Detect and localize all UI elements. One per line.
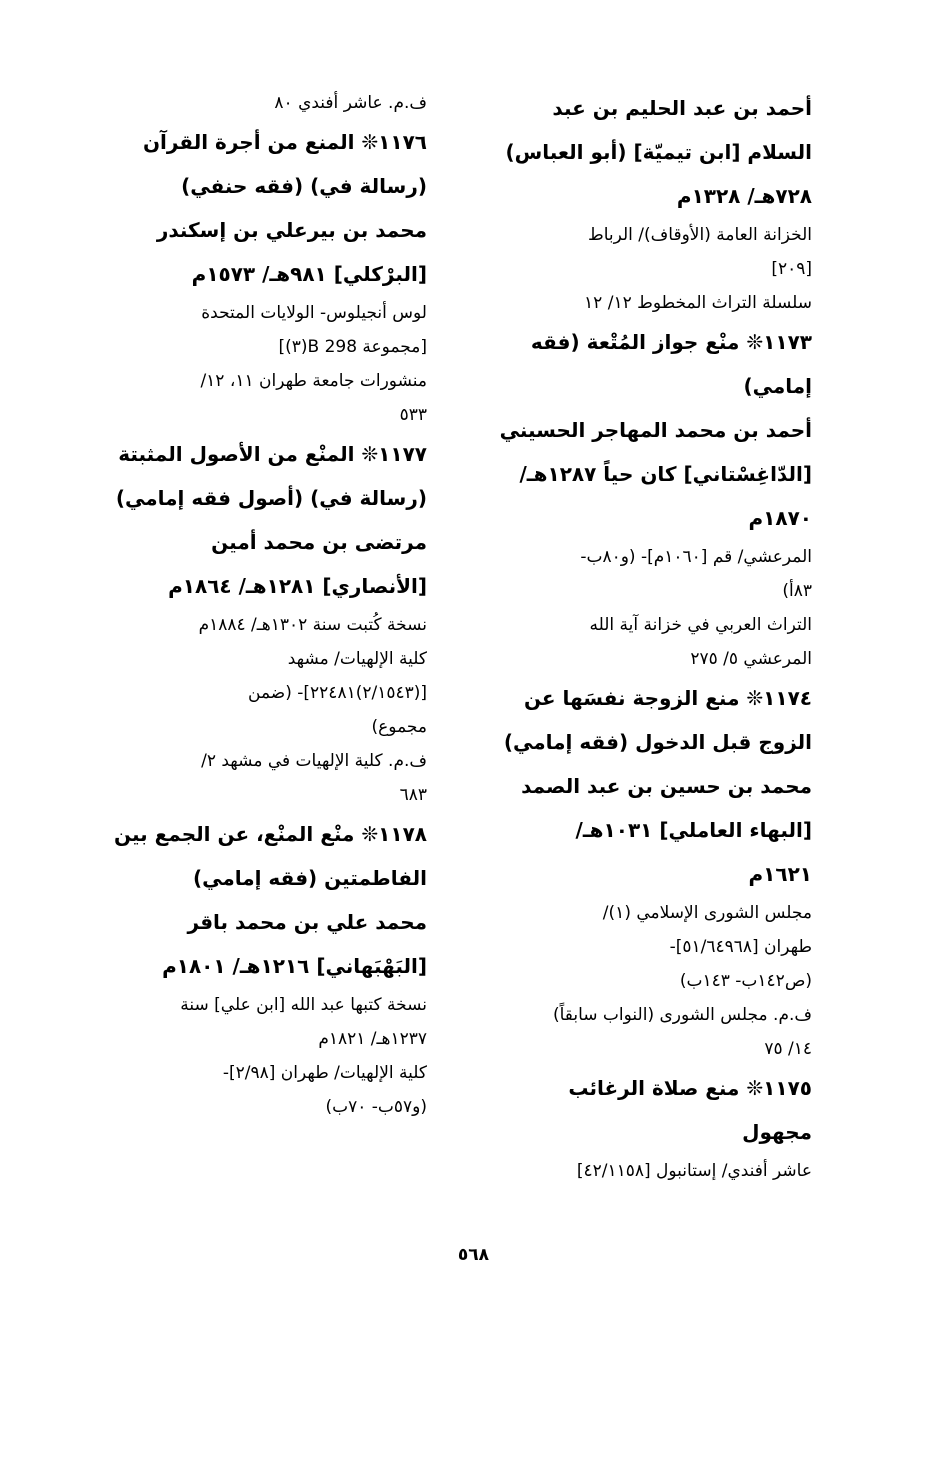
- entry-detail-line: المرعشي ٥/ ٢٧٥: [690, 649, 812, 669]
- entry-detail-line: ف.م. مجلس الشورى (النواب سابقاً): [552, 1005, 812, 1025]
- entry-heading-line: ١١٧٣❊ منْع جواز المُتْعة (فقه: [530, 330, 812, 354]
- entry-heading-line: ١١٧٨❊ منْع المنْع، عن الجمع بين: [114, 822, 427, 846]
- entry-detail-line: ١٤/ ٧٥: [764, 1039, 812, 1059]
- entry-detail-line: ف.م. عاشر أفندي ٨٠: [274, 93, 427, 113]
- entry-detail-line: لوس أنجيلوس- الولايات المتحدة: [201, 303, 427, 323]
- entry-detail-line: ٥٣٣: [399, 405, 427, 425]
- entry-heading-line: ١٦٢١م: [748, 862, 812, 886]
- entry-detail-line: (ص١٤٢ب- ١٤٣ب): [679, 971, 812, 991]
- entry-detail-line: المرعشي/ قم [١٠٦٠م]- (و٨٠ب-: [580, 547, 812, 567]
- entry-heading-line: ١١٧٤❊ منع الزوجة نفسَها عن: [523, 686, 812, 710]
- entry-heading-line: ١٨٧٠م: [748, 506, 812, 530]
- entry-detail-line: نسخة كتبها عبد الله [ابن علي] سنة: [180, 995, 427, 1015]
- entry-detail-line: كلية الإلهيات/ مشهد: [287, 649, 427, 669]
- entry-heading-line: [الأنصاري] ١٢٨١هـ/ ١٨٦٤م: [168, 574, 427, 598]
- entry-heading-line: إمامي): [743, 374, 812, 398]
- entry-heading-line: (رسالة في) (أصول فقه إمامي): [115, 486, 427, 510]
- entry-detail-line: (و٥٧ب- ٧٠ب): [325, 1097, 427, 1117]
- entry-heading-line: أحمد بن محمد المهاجر الحسيني: [499, 418, 812, 442]
- right-column: [477, 86, 812, 1188]
- entry-detail-line: كلية الإلهيات/ طهران [٢/٩٨]-: [222, 1063, 427, 1083]
- entry-detail-line: منشورات جامعة طهران ١١، ١٢/: [200, 371, 427, 391]
- entry-heading-line: [البرْكلي] ٩٨١هـ/ ١٥٧٣م: [191, 262, 427, 286]
- entry-detail-line: نسخة كُتبت سنة ١٣٠٢هـ/ ١٨٨٤م: [198, 615, 427, 635]
- entry-detail-line: ف.م. كلية الإلهيات في مشهد ٢/: [201, 751, 427, 771]
- entry-heading-line: [الدّاغِسْتاني] كان حياً ١٢٨٧هـ/: [519, 462, 812, 486]
- entry-detail-line: مجلس الشورى الإسلامي (١)/: [602, 903, 812, 923]
- entry-heading-line: محمد بن بيرعلي بن إسكندر: [156, 218, 427, 242]
- entry-heading-line: [البهاء العاملي] ١٠٣١هـ/: [575, 818, 812, 842]
- entry-detail-line: الخزانة العامة (الأوقاف)/ الرباط: [587, 225, 812, 245]
- entry-heading-line: محمد بن حسين بن عبد الصمد: [521, 774, 812, 798]
- entry-heading-line: مرتضى بن محمد أمين: [211, 530, 427, 554]
- entry-detail-line: عاشر أفندي/ إستانبول [٤٢/١١٥٨]: [576, 1161, 812, 1181]
- entry-detail-line: [مجموعة 298 B(٣)]: [278, 337, 427, 357]
- entry-heading-line: ١١٧٦❊ المنع من أجرة القرآن: [142, 130, 427, 154]
- entry-detail-line: ٨٣أ): [782, 581, 812, 601]
- entry-detail-line: ٦٨٣: [399, 785, 427, 805]
- entry-detail-line: [٢٠٩]: [771, 259, 812, 279]
- entry-heading-line: السلام [ابن تيميّة] (أبو العباس): [505, 140, 812, 164]
- entry-heading-line: ٧٢٨هـ/ ١٣٢٨م: [676, 184, 812, 208]
- entry-heading-line: [البَهْبَهاني] ١٢١٦هـ/ ١٨٠١م: [162, 954, 427, 978]
- entry-heading-line: ١١٧٧❊ المنْع من الأصول المثبتة: [118, 442, 427, 466]
- entry-heading-line: (رسالة في) (فقه حنفي): [181, 174, 427, 198]
- entry-detail-line: مجموع): [371, 717, 427, 737]
- entry-heading-line: ١١٧٥❊ منع صلاة الرغائب: [568, 1076, 812, 1100]
- entry-detail-line: سلسلة التراث المخطوط ١٢/ ١٢: [584, 293, 812, 313]
- entry-detail-line: التراث العربي في خزانة آية الله: [589, 615, 812, 635]
- left-column: [97, 86, 427, 1124]
- entry-heading-line: أحمد بن عبد الحليم بن عبد: [552, 96, 812, 120]
- entry-detail-line: [(٢/١٥٤٣)٢٢٤٨١]- (ضمن: [248, 683, 427, 703]
- entry-heading-line: مجهول: [742, 1120, 812, 1144]
- entry-heading-line: محمد علي بن محمد باقر: [187, 910, 427, 934]
- entry-heading-line: الفاطمتين (فقه إمامي): [192, 866, 427, 890]
- entry-detail-line: طهران [٥١/٦٤٩٦٨]-: [669, 937, 812, 957]
- entry-detail-line: ١٢٣٧هـ/ ١٨٢١م: [318, 1029, 427, 1049]
- entry-heading-line: الزوج قبل الدخول (فقه إمامي): [503, 730, 812, 754]
- page-number: ٥٦٨: [457, 1245, 490, 1265]
